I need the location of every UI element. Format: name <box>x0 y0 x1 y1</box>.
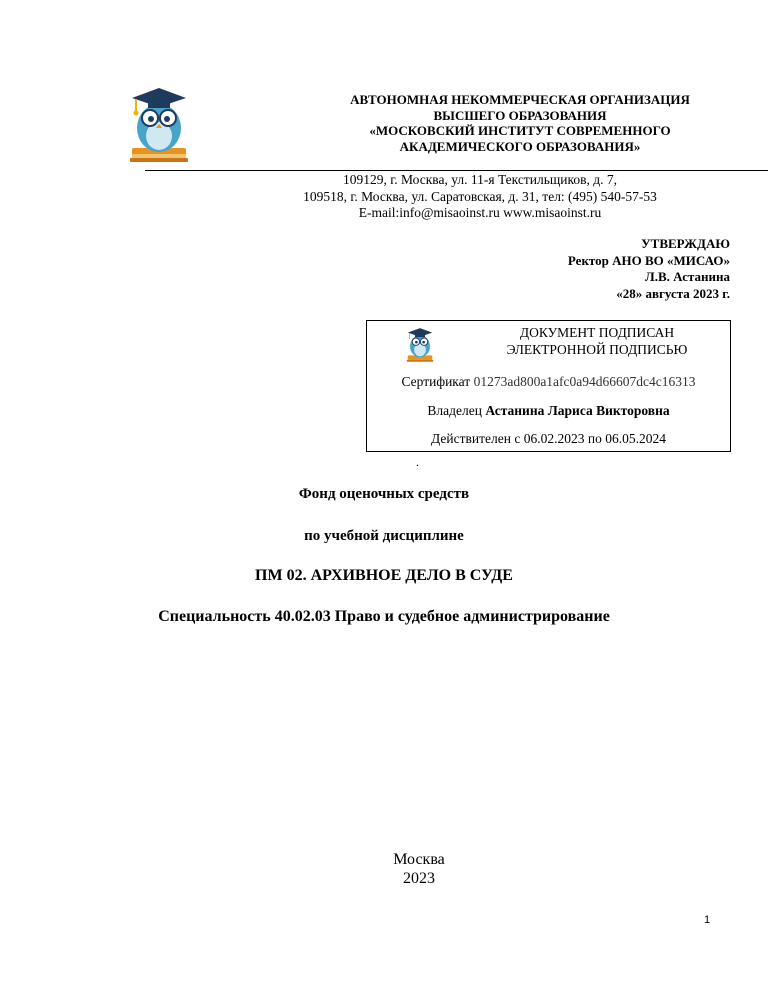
certificate-label: Сертификат <box>401 374 471 389</box>
org-line-2: ВЫСШЕГО ОБРАЗОВАНИЯ <box>433 107 607 123</box>
electronic-signature-stamp <box>366 320 731 452</box>
city-year <box>0 850 768 888</box>
address-line-2: 109518, г. Москва, ул. Саратовская, д. 31, тел: (495) 540-57-53 <box>303 188 657 204</box>
header-divider <box>145 170 768 171</box>
owl-logo-icon <box>126 80 192 166</box>
discipline-name: ПМ 02. АРХИВНОЕ ДЕЛО В СУДЕ <box>255 567 513 584</box>
approval-line-4: «28» августа 2023 г. <box>616 285 730 301</box>
certificate-value: 01273ad800a1afc0a94d66607dc4c16313 <box>473 374 696 389</box>
stray-dot: . <box>416 455 419 469</box>
owner-label: Владелец <box>427 403 482 418</box>
discipline-label: по учебной дисциплине <box>304 528 464 544</box>
organization-address <box>250 172 710 222</box>
owner-value: Астанина Лариса Викторовна <box>485 403 670 418</box>
specialty-line: Специальность 40.02.03 Право и судебное администрирование <box>158 608 610 625</box>
org-line-3: «МОСКОВСКИЙ ИНСТИТУТ СОВРЕМЕННОГО <box>369 123 671 138</box>
approval-line-2: Ректор АНО ВО «МИСАО» <box>567 252 730 268</box>
approval-line-3: Л.В. Астанина <box>645 269 730 284</box>
signature-title <box>477 324 717 358</box>
org-line-4: АКАДЕМИЧЕСКОГО ОБРАЗОВАНИЯ» <box>399 138 641 154</box>
year: 2023 <box>403 870 435 887</box>
signature-title-line-1: ДОКУМЕНТ ПОДПИСАН <box>519 325 675 340</box>
page-number: 1 <box>704 914 711 926</box>
city: Москва <box>393 851 445 868</box>
org-line-1: АВТОНОМНАЯ НЕКОММЕРЧЕСКАЯ ОРГАНИЗАЦИЯ <box>350 92 690 107</box>
address-line-1: 109129, г. Москва, ул. 11-я Текстильщиков, д. 7, <box>342 172 618 187</box>
signature-owner <box>367 403 730 419</box>
organization-name <box>300 92 740 154</box>
approval-line-1: УТВЕРЖДАЮ <box>641 236 730 251</box>
signature-validity: Действителен с 06.02.2023 по 06.05.2024 <box>431 431 666 446</box>
approval-block <box>430 236 730 302</box>
document-title: Фонд оценочных средств <box>298 486 470 502</box>
address-line-3: E-mail:info@misaoinst.ru www.misaoinst.ru <box>358 205 602 220</box>
owl-logo-small-icon <box>405 324 435 364</box>
signature-title-line-2: ЭЛЕКТРОННОЙ ПОДПИСЬЮ <box>506 342 688 357</box>
signature-certificate <box>367 374 730 390</box>
